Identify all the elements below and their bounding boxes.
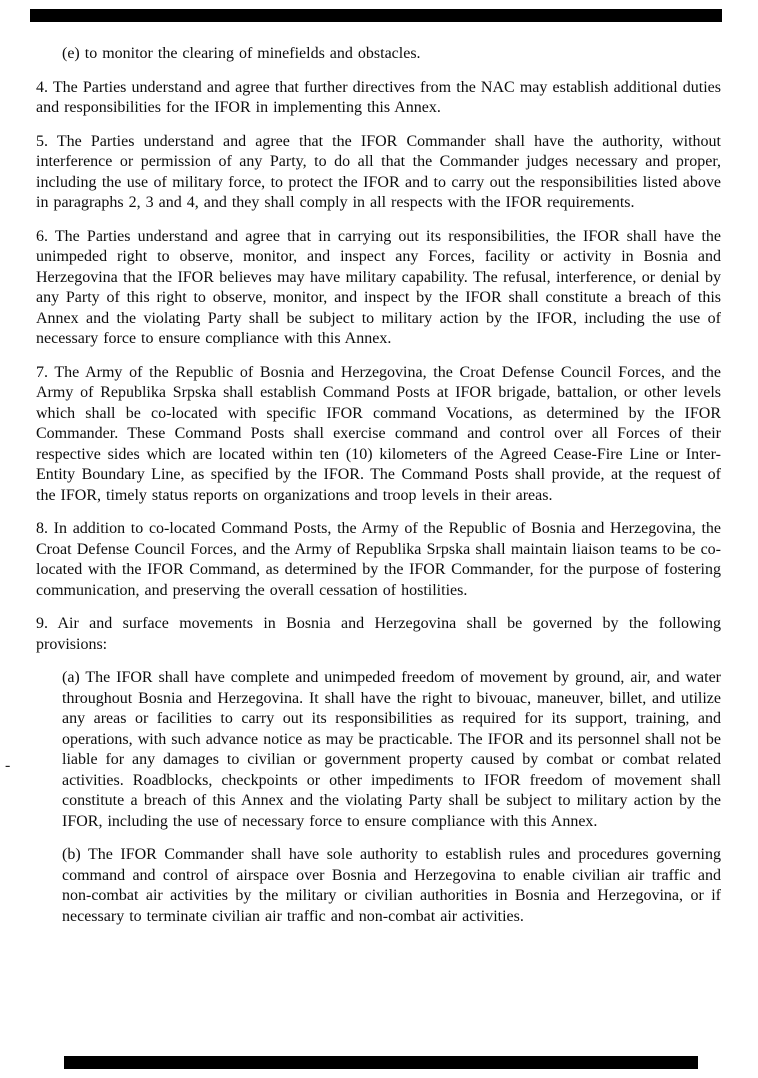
document-body	[36, 44, 721, 940]
paragraph-9b: (b) The IFOR Commander shall have sole authority to establish rules and procedures governing command and control of airspace over Bosnia and Herzegovina to enable civilian air traffic and non-combat air activities by the military or civilian authorities in Bosnia and Herzegovina, or if necessary to terminate civilian air traffic and non-combat air activities.	[62, 846, 721, 925]
paragraph-6: 6. The Parties understand and agree that in carrying out its responsibilities, the IFOR shall have the unimpeded right to observe, monitor, and inspect any Forces, facility or activity in Bosnia and Herzegovina that the IFOR believes may have military capability. The refusal, interference, or denial by any Party of this right to observe, monitor, and inspect by the IFOR shall constitute a breach of this Annex and the violating Party shall be subject to military action by the IFOR, including the use of necessary force to ensure compliance with this Annex.	[36, 227, 721, 347]
paragraph-9a: (a) The IFOR shall have complete and unimpeded freedom of movement by ground, air, and water throughout Bosnia and Herzegovina. It shall have the right to bivouac, maneuver, billet, and utilize any areas or facilities to carry out its responsibilities as required for its support, training, and operations, with such advance notice as may be practicable. The IFOR and its personnel shall not be liable for any damages to civilian or government property caused by combat or combat related activities. Roadblocks, checkpoints or other impediments to IFOR freedom of movement shall constitute a breach of this Annex and the violating Party shall be subject to military action by the IFOR, including the use of necessary force to ensure compliance with this Annex.	[62, 669, 721, 830]
paragraph-7: 7. The Army of the Republic of Bosnia and Herzegovina, the Croat Defense Council Forces, and the Army of Republika Srpska shall establish Command Posts at IFOR brigade, battalion, or other levels which shall be co-located with specific IFOR command Vocations, as determined by the IFOR Commander. These Command Posts shall exercise command and control over all Forces of their respective sides which are located within ten (10) kilometers of the Agreed Cease-Fire Line or Inter-Entity Boundary Line, as specified by the IFOR. The Command Posts shall provide, at the request of the IFOR, timely status reports on organizations and troop levels in their areas.	[36, 363, 721, 504]
paragraph-subitem-e: (e) to monitor the clearing of minefields and obstacles.	[62, 45, 421, 62]
scan-artifact-dash: -	[5, 757, 11, 774]
scan-artifact-top-bar	[30, 9, 722, 22]
paragraph-4: 4. The Parties understand and agree that further directives from the NAC may establish additional duties and responsibilities for the IFOR in implementing this Annex.	[36, 78, 721, 116]
paragraph-8: 8. In addition to co-located Command Posts, the Army of the Republic of Bosnia and Herzegovina, the Croat Defense Council Forces, and the Army of Republika Srpska shall maintain liaison teams to be co-located with the IFOR Command, as determined by the IFOR Commander, for the purpose of fostering communication, and preserving the overall cessation of hostilities.	[36, 520, 721, 599]
paragraph-9: 9. Air and surface movements in Bosnia and Herzegovina shall be governed by the following provisions:	[36, 615, 721, 653]
paragraph-5: 5. The Parties understand and agree that the IFOR Commander shall have the authority, without interference or permission of any Party, to do all that the Commander judges necessary and proper, including the use of military force, to protect the IFOR and to carry out the responsibilities listed above in paragraphs 2, 3 and 4, and they shall comply in all respects with the IFOR requirements.	[36, 132, 721, 211]
scan-artifact-bottom-bar	[64, 1056, 698, 1069]
